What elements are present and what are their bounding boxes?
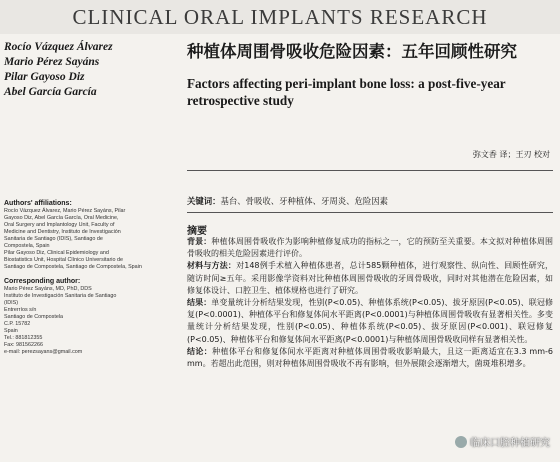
watermark (455, 434, 550, 449)
author-column (4, 40, 172, 356)
keywords-text: 基台、骨吸收、牙种植体、牙周炎、危险因素 (220, 196, 388, 206)
wechat-icon (455, 436, 467, 448)
english-title: Factors affecting peri-implant bone loss: a post-five-year retrospective study (187, 76, 506, 108)
author-name: Rocío Vázquez Álvarez (4, 41, 113, 53)
author-name: Mario Pérez Sayáns (4, 56, 100, 68)
affiliations-heading: Authors' affiliations: (4, 200, 72, 207)
author-name: Abel García García (4, 86, 97, 98)
abstract-methods (187, 260, 553, 297)
translator-credit: 弥文香 译；王刃 校对 (472, 150, 550, 159)
corresponding-text: Mario Pérez Sayáns, MD, PhD, DDS Instituto de Investigación Sanitaria de Santiago (IDIS) Entrerríos s/n Santiago de Compostela C.P. 15782 Spain Tel.: 881812355 Fax: 981562266 e-mail: perezsayans@gmail.com (4, 286, 117, 355)
journal-title: CLINICAL ORAL IMPLANTS RESEARCH (72, 5, 488, 29)
watermark-text: 临床口腔种植研究 (470, 438, 550, 449)
results-text: 单变量统计分析结果发现，性别(P<0.05)、种植体系统(P<0.05)、拔牙原因(P<0.05)、联冠修复(P<0.0001)、种植体平台和修复体间水平距离(P<0.0001)与种植体周围骨吸收有显著相关性。多变量统计分析结果发现，性别(P<0.05)、种植体系统(P<0.05)、拔牙原因(P<0.001)、联冠修复(P<0.05)、种植体平台和修复体间水平距离(P<0.0001)与种植体周围骨吸收同样有显著相关性。 (187, 298, 554, 344)
chinese-title: 种植体周围骨吸收危险因素：五年回顾性研究 (187, 42, 517, 61)
article-header (187, 40, 557, 109)
abstract-body (187, 236, 553, 370)
results-label: 结果： (187, 298, 212, 308)
divider (187, 170, 553, 171)
background-label: 背景： (187, 237, 212, 246)
abstract-results (187, 297, 553, 346)
conclusion-label: 结论： (187, 346, 213, 356)
methods-label: 材料与方法： (187, 261, 237, 271)
conclusion-text: 种植体平台和修复体间水平距离对种植体周围骨吸收影响最大，且这一距离适宜在3.3 mm-6 mm。若超出此范围，则对种植体周围骨吸收不再有影响，但外展隙会逐渐增大，菌斑堆积增多。 (187, 346, 553, 369)
author-name: Pilar Gayoso Diz (4, 71, 85, 83)
corresponding-heading: Corresponding author: (4, 278, 81, 285)
methods-text: 对148例手术植入种植体患者，总计585颗种植体，进行观察性、纵向性、回顾性研究，随访时间≥五年。采用影像学资料对比种植体周围骨吸收的牙周骨吸收，同时对其他潜在危险因素，如修复体设计、口腔卫生、植体规格也进行了研究。 (187, 261, 554, 295)
abstract-conclusion (187, 346, 553, 370)
abstract-background (187, 236, 553, 260)
keywords (187, 195, 388, 207)
abstract-heading: 摘要 (187, 226, 207, 237)
divider (187, 212, 553, 213)
affiliations-text: Rocío Vázquez Álvarez, Mario Pérez Sayáns, Pilar Gayoso Diz, Abel García García, Oral Medicine, Oral Surgery and Implantology Unit, Faculty of Medicine and Dentistry, Instituto de Investigación Sanitaria de Santiago (IDIS), Santiago de Compostela, Spain Pilar Gayoso Diz, Clinical Epidemiology and Biostatistics Unit, Hospital Clínico Universitario de Santiago de Compostela, Santiago de Compostela, Spain (4, 208, 142, 270)
journal-header (0, 0, 560, 34)
keywords-label: 关键词： (187, 196, 221, 206)
background-text: 种植体周围骨吸收作为影响种植修复成功的指标之一，它的预防至关重要。本文拟对种植体周围骨吸收的相关危险因素进行评价。 (187, 237, 554, 259)
